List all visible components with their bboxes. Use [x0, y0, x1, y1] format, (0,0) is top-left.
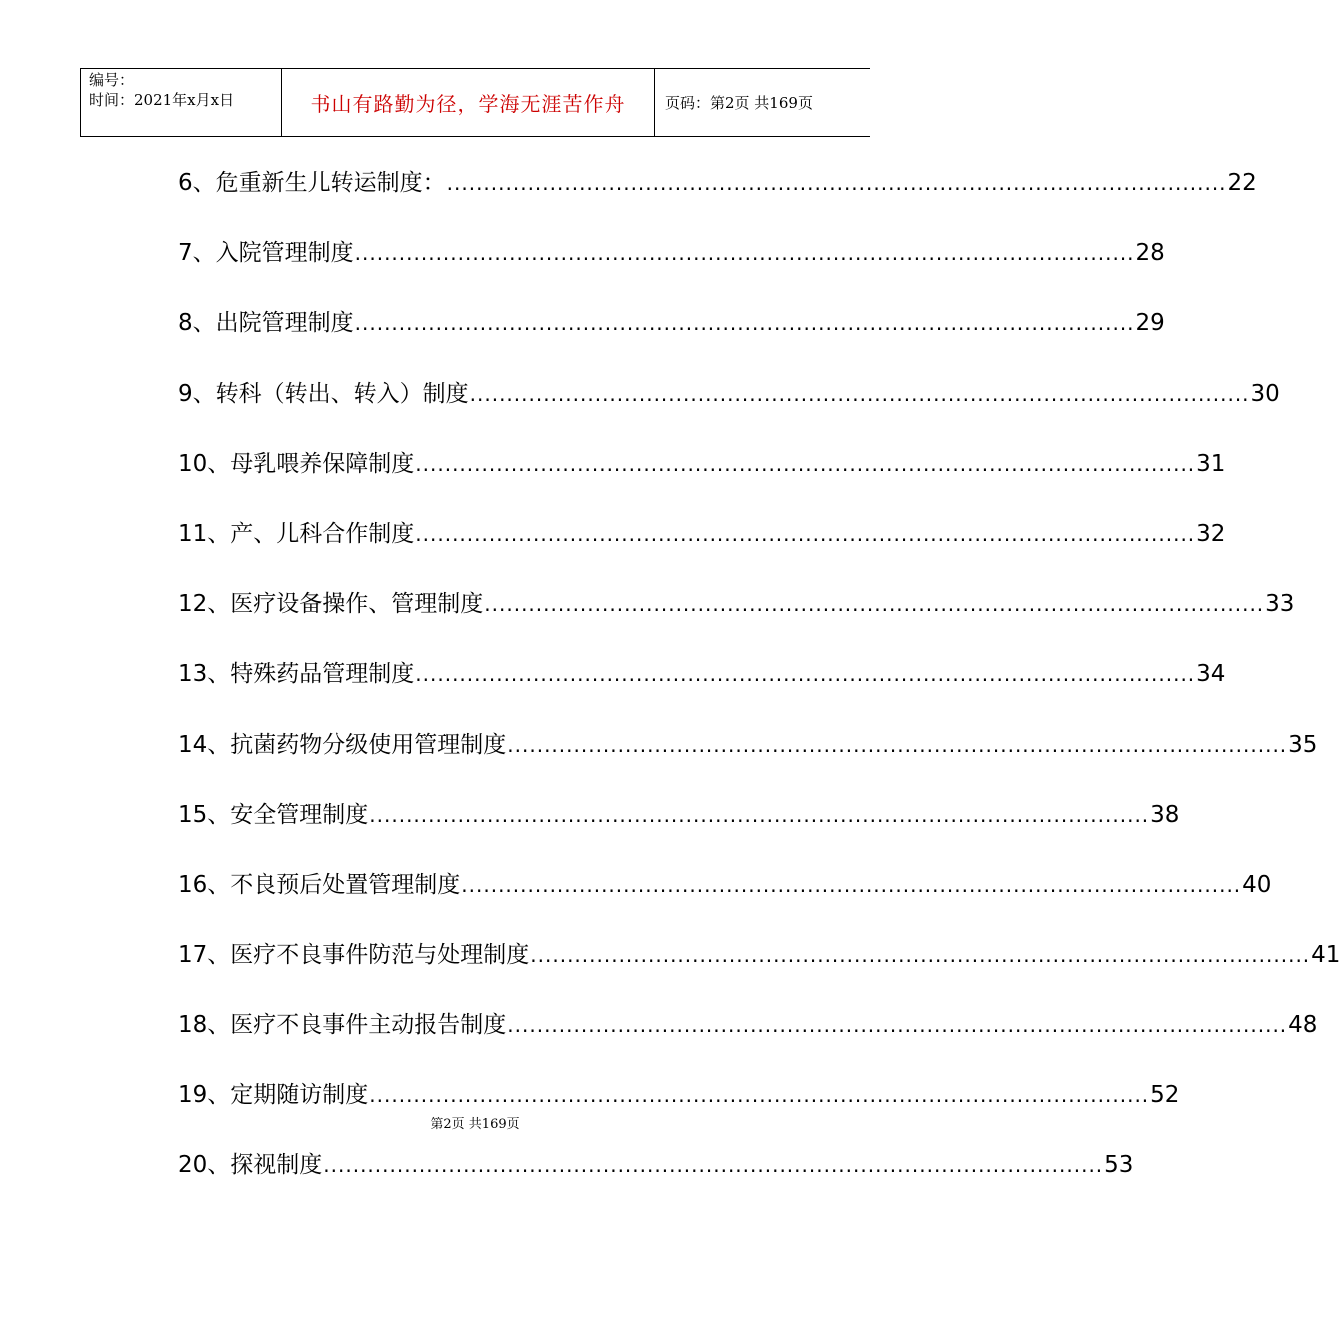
toc-entry-title: 12、医疗设备操作、管理制度: [178, 591, 484, 618]
header-time-label: 时间：2021年x月x日: [89, 91, 235, 109]
toc-entry-page: 40: [1242, 871, 1272, 898]
toc-leader-dots: ..........................................................................................................: [415, 521, 1196, 546]
toc-entry-title: 10、母乳喂养保障制度: [178, 450, 415, 477]
toc-entry-title: 14、抗菌药物分级使用管理制度: [178, 731, 507, 758]
toc-entry-page: 35: [1288, 731, 1318, 758]
header-motto-cell: [282, 69, 655, 136]
toc-leader-dots: ..........................................................................................................: [530, 943, 1311, 968]
toc-entry[interactable]: [178, 1072, 1180, 1142]
toc-entry-title: 9、转科（转出、转入）制度: [178, 380, 469, 407]
toc-entry-page: 48: [1288, 1012, 1318, 1039]
toc-entry-page: 41: [1311, 942, 1340, 969]
table-of-contents: [178, 160, 1340, 1143]
toc-leader-dots: ..........................................................................................................: [354, 311, 1135, 336]
toc-entry[interactable]: [178, 792, 1180, 862]
toc-entry[interactable]: [178, 300, 1165, 370]
toc-entry[interactable]: [178, 441, 1226, 511]
page-header: [80, 68, 870, 137]
toc-entry-page: 28: [1135, 240, 1165, 267]
toc-entry-title: 19、定期随访制度: [178, 1082, 369, 1109]
toc-leader-dots: ..........................................................................................................: [507, 732, 1288, 757]
toc-entry-title: 15、安全管理制度: [178, 801, 369, 828]
page-footer: 第2页 共169页: [430, 1117, 520, 1132]
toc-entry[interactable]: [178, 651, 1226, 721]
toc-entry-page: 30: [1250, 380, 1280, 407]
toc-entry-page: 29: [1135, 310, 1165, 337]
toc-leader-dots: ..........................................................................................................: [507, 1013, 1288, 1038]
toc-entry[interactable]: [178, 230, 1165, 300]
toc-entry-page: 34: [1196, 661, 1226, 688]
header-meta: [80, 69, 282, 136]
header-number-label: 编号：: [89, 71, 135, 89]
toc-entry-page: 32: [1196, 520, 1226, 547]
toc-entry-page: 38: [1150, 801, 1180, 828]
toc-entry-title: 18、医疗不良事件主动报告制度: [178, 1012, 507, 1039]
toc-entry[interactable]: [178, 160, 1257, 230]
toc-entry[interactable]: [178, 1142, 1134, 1212]
toc-entry-title: 20、探视制度: [178, 1152, 323, 1178]
toc-leader-dots: ..........................................................................................................: [369, 1083, 1150, 1108]
toc-entry-title: 13、特殊药品管理制度: [178, 661, 415, 688]
toc-entry[interactable]: [178, 722, 1318, 792]
toc-leader-dots: ..........................................................................................................: [323, 1153, 1104, 1177]
toc-leader-dots: ..........................................................................................................: [354, 241, 1135, 266]
toc-entry[interactable]: [178, 932, 1340, 1002]
toc-entry-page: 31: [1196, 450, 1226, 477]
toc-leader-dots: ..........................................................................................................: [484, 592, 1265, 617]
toc-entry[interactable]: [178, 371, 1280, 441]
header-page-info: 页码：第2页 共169页: [665, 94, 813, 112]
toc-entry-title: 11、产、儿科合作制度: [178, 520, 415, 547]
toc-entry-page: 33: [1265, 591, 1295, 618]
toc-leader-dots: ..........................................................................................................: [446, 171, 1227, 195]
toc-entry[interactable]: [178, 511, 1226, 581]
toc-entry-title: 17、医疗不良事件防范与处理制度: [178, 942, 530, 969]
toc-entry-title: 7、入院管理制度: [178, 240, 354, 267]
toc-entry-title: 8、出院管理制度: [178, 310, 354, 337]
toc-leader-dots: ..........................................................................................................: [369, 802, 1150, 827]
toc-leader-dots: ..........................................................................................................: [461, 872, 1242, 897]
toc-entry-title: 6、危重新生儿转运制度：: [178, 170, 446, 196]
toc-entry[interactable]: [178, 581, 1295, 651]
toc-leader-dots: ..........................................................................................................: [415, 662, 1196, 687]
header-motto: 书山有路勤为径，学海无涯苦作舟: [310, 92, 626, 116]
toc-entry-page: 22: [1227, 170, 1257, 196]
toc-entry-title: 16、不良预后处置管理制度: [178, 871, 461, 898]
toc-entry[interactable]: [178, 1002, 1318, 1072]
toc-leader-dots: ..........................................................................................................: [469, 381, 1250, 406]
toc-leader-dots: ..........................................................................................................: [415, 451, 1196, 476]
toc-continued: [178, 1142, 1134, 1212]
toc-entry-page: 52: [1150, 1082, 1180, 1109]
toc-entry-page: 53: [1104, 1152, 1134, 1178]
toc-entry[interactable]: [178, 862, 1272, 932]
